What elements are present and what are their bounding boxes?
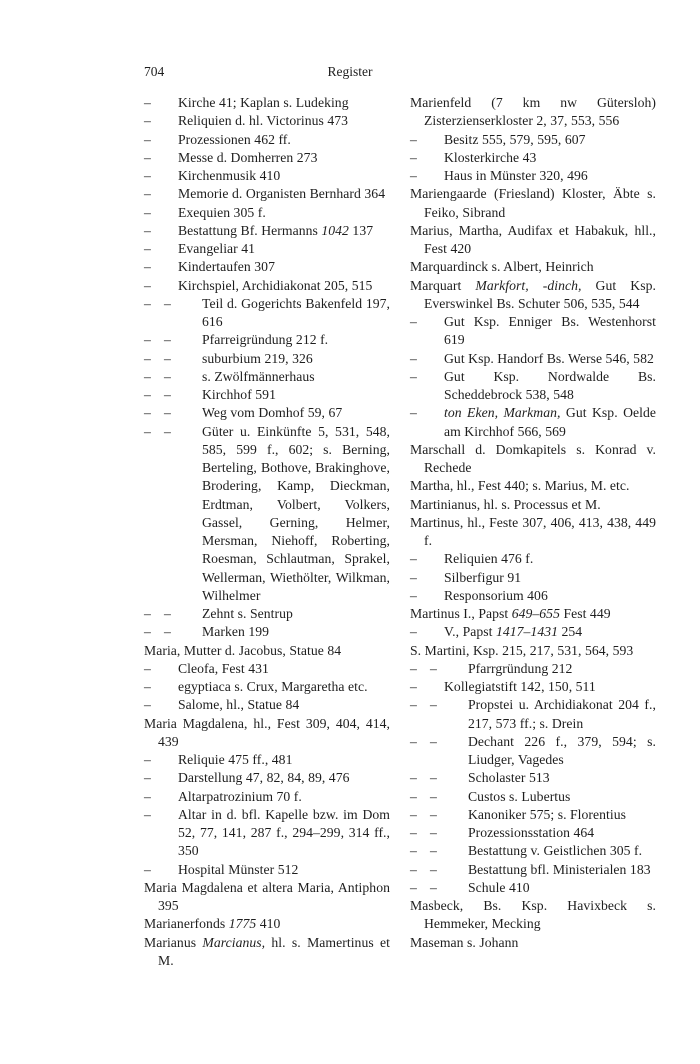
index-entry-text [144,751,390,769]
entry-text: Martha, hl., Fest 440; s. Marius, M. etc. [410,478,630,494]
repeat-dash [430,842,437,860]
index-entry [144,185,390,203]
index-entry-text [410,94,656,131]
index-entry-text [410,660,656,678]
index-entry [410,861,656,879]
repeat-dash [430,696,437,714]
index-entry [410,569,656,587]
repeat-dash [164,605,171,623]
index-entry-text [144,715,390,752]
repeat-dash [164,386,171,404]
entry-text: Martinus I., Papst [410,606,512,621]
entry-text: Marianerfonds [144,916,229,932]
index-entry-text [410,934,656,952]
index-entry-text [410,733,656,770]
index-entry [410,550,656,568]
entry-text: Evangeliar 41 [178,241,256,256]
entry-text: Marquardinck s. Albert, Heinrich [410,259,594,275]
index-entry-text [144,788,390,806]
index-entry-text [410,569,656,587]
entry-text: Kirche 41; Kaplan s. Ludeking [178,95,349,110]
index-entry [144,861,390,879]
entry-text: Darstellung 47, 82, 84, 89, 476 [178,770,350,786]
entry-text: Reliquie 475 ff., 481 [178,752,293,767]
index-entry [410,623,656,641]
repeat-dash [144,131,151,149]
repeat-dash [410,623,417,641]
entry-text: Altar in d. bfl. Kapelle bzw. im Dom 52, 77, 141, 287 f., 294–299, 314 ff., 350 [178,806,390,859]
index-entry [144,423,390,606]
entry-text-rest: 410 [256,916,281,932]
index-entry-text [144,222,390,240]
repeat-dash [164,350,171,368]
repeat-dash [144,277,151,295]
repeat-dash [410,587,417,605]
index-entry-text [410,769,656,787]
repeat-dash [164,423,171,441]
repeat-dash [144,788,151,806]
index-entry-text [410,185,656,222]
entry-italic-text: ton Eken, Markman, [444,405,561,421]
index-entry-text [410,441,656,478]
entry-text: Marken 199 [202,624,270,640]
index-entry-text [144,660,390,678]
entry-text: Pfarreigründung 212 f. [202,332,329,348]
entry-text: Silberfigur 91 [444,569,522,585]
repeat-dash [410,879,417,897]
index-entry-text [144,350,390,368]
page-header [0,64,700,84]
index-entry-text [144,769,390,787]
entry-text-rest: Gut Ksp. Everswinkel Bs. Schuter 506, 535, 544 [424,277,656,311]
repeat-dash [410,313,417,331]
index-entry [144,715,390,752]
entry-text: Cleofa, Fest 431 [178,660,269,676]
entry-italic-text: Marcianus, [202,934,266,950]
repeat-dash [410,569,417,587]
entry-text: Martinus, hl., Feste 307, 406, 413, 438, 449 f. [410,514,656,548]
index-entry-text [410,861,656,879]
index-entry-text [144,423,390,606]
index-entry [410,496,656,514]
index-entry-text [144,623,390,641]
index-entry [410,514,656,551]
entry-text-rest: Fest 449 [559,606,611,621]
entry-text: Hospital Münster 512 [178,861,299,877]
entry-text: Gut Ksp. Enniger Bs. Westenhorst 619 [444,314,656,348]
index-entry [144,94,390,112]
entry-text: Klosterkirche 43 [444,149,537,165]
entry-text: Reliquien 476 f. [444,551,534,567]
entry-text: Marianus [144,934,203,950]
index-entry [144,660,390,678]
index-column-left [144,94,390,970]
index-entry [410,131,656,149]
repeat-dash [144,404,151,422]
index-entry-text [144,204,390,222]
repeat-dash [410,696,417,714]
index-entry [410,222,656,259]
repeat-dash [430,788,437,806]
index-entry-text [144,642,390,660]
index-entry [410,258,656,276]
entry-text: Weg vom Domhof 59, 67 [202,405,343,421]
entry-text-rest: Gut Ksp. Oelde am Kirchhof 566, 569 [444,405,656,439]
repeat-dash [410,404,417,422]
entry-text: Custos s. Lubertus [468,788,571,804]
repeat-dash [430,733,437,751]
repeat-dash [410,806,417,824]
repeat-dash [410,678,417,696]
repeat-dash [430,806,437,824]
entry-text: Exequien 305 f. [178,204,266,220]
index-entry-text [410,131,656,149]
index-entry [410,769,656,787]
index-entry-text [410,149,656,167]
index-entry [410,806,656,824]
index-entry-text [144,112,390,130]
repeat-dash [430,861,437,879]
index-entry-text [410,696,656,733]
index-entry [144,258,390,276]
entry-text: suburbium 219, 326 [202,350,313,366]
repeat-dash [430,879,437,897]
repeat-dash [410,824,417,842]
entry-text: Prozessionsstation 464 [468,825,595,840]
entry-text: Salome, hl., Statue 84 [178,697,300,713]
entry-text: Marschall d. Domkapitels s. Konrad v. Rechede [410,441,656,475]
index-entry [144,769,390,787]
entry-text: Marquart [410,277,476,293]
entry-text: Messe d. Domherren 273 [178,149,318,165]
index-entry [144,788,390,806]
index-entry [144,696,390,714]
repeat-dash [164,331,171,349]
entry-text: Besitz 555, 579, 595, 607 [444,131,586,147]
entry-text: Haus in Münster 320, 496 [444,168,588,183]
index-entry [410,167,656,185]
index-entry-text [144,331,390,349]
index-entry-text [410,477,656,495]
index-column-right [410,94,656,952]
page-number: 704 [144,64,165,79]
index-entry-text [144,240,390,258]
index-entry [144,368,390,386]
repeat-dash [144,696,151,714]
index-entry [144,331,390,349]
index-entry [410,368,656,405]
index-entry [410,185,656,222]
repeat-dash [144,204,151,222]
repeat-dash [410,842,417,860]
entry-italic-text: 1417–1431 [495,624,559,640]
index-entry-text [144,404,390,422]
index-entry-text [144,696,390,714]
index-entry [410,696,656,733]
index-entry [144,295,390,332]
index-entry-text [410,277,656,314]
index-entry-text [144,131,390,149]
repeat-dash [144,423,151,441]
entry-text-rest: 137 [348,222,374,238]
repeat-dash [144,660,151,678]
entry-text: V., Papst [444,624,496,640]
repeat-dash [144,222,151,240]
index-entry [144,642,390,660]
entry-text: Maria, Mutter d. Jacobus, Statue 84 [144,642,342,658]
index-entry [410,149,656,167]
repeat-dash [430,769,437,787]
index-entry [144,678,390,696]
entry-text-rest: 254 [558,624,583,640]
entry-text: Bestattung v. Geistlichen 305 f. [468,843,643,859]
index-entry-text [144,386,390,404]
repeat-dash [410,368,417,386]
repeat-dash [410,861,417,879]
index-entry-text [410,587,656,605]
entry-text: s. Zwölfmännerhaus [202,368,315,384]
repeat-dash [164,623,171,641]
index-entry [410,660,656,678]
index-entry-text [410,824,656,842]
repeat-dash [410,350,417,368]
repeat-dash [144,386,151,404]
repeat-dash [144,94,151,112]
entry-text: Teil d. Gogerichts Bakenfeld 197, 616 [202,295,390,329]
repeat-dash [144,185,151,203]
index-entry [144,934,390,971]
index-entry-text [144,368,390,386]
index-entry-text [410,404,656,441]
entry-text: Marius, Martha, Audifax et Habakuk, hll., Fest 420 [410,222,656,256]
repeat-dash [144,806,151,824]
index-entry [410,605,656,623]
index-entry-text [144,295,390,332]
repeat-dash [164,295,171,313]
index-entry-text [410,258,656,276]
repeat-dash [410,769,417,787]
index-entry-text [410,313,656,350]
index-entry [410,842,656,860]
repeat-dash [144,368,151,386]
entry-text: Dechant 226 f., 379, 594; s. Liudger, Vagedes [468,733,656,767]
index-entry [144,240,390,258]
index-entry [410,897,656,934]
entry-text: Gut Ksp. Nordwalde Bs. Scheddebrock 538, 548 [444,368,656,402]
entry-text: Memorie d. Organisten Bernhard 364 [178,186,386,202]
index-entry-text [410,678,656,696]
index-entry-text [144,678,390,696]
index-entry-text [144,605,390,623]
index-entry [144,623,390,641]
index-entry-text [410,514,656,551]
index-entry [410,441,656,478]
repeat-dash [144,605,151,623]
repeat-dash [430,660,437,678]
repeat-dash [164,404,171,422]
repeat-dash [144,112,151,130]
index-entry [410,477,656,495]
entry-text: Mariengaarde (Friesland) Kloster, Äbte s. Feiko, Sibrand [410,186,656,220]
index-entry-text [144,185,390,203]
index-entry-text [144,915,390,933]
index-entry [144,149,390,167]
index-entry [410,277,656,314]
entry-text: Maseman s. Johann [410,934,519,950]
entry-italic-text: Markfort, -dinch, [475,277,582,293]
entry-text: Maria Magdalena, hl., Fest 309, 404, 414, 439 [144,715,390,749]
index-entry [410,404,656,441]
index-entry [144,751,390,769]
index-entry [144,404,390,422]
repeat-dash [410,733,417,751]
entry-text: Prozessionen 462 ff. [178,131,291,147]
index-entry [410,587,656,605]
index-entry [144,915,390,933]
index-entry [410,733,656,770]
repeat-dash [144,240,151,258]
index-entry-text [410,623,656,641]
entry-text: Responsorium 406 [444,587,548,603]
index-entry-text [410,897,656,934]
repeat-dash [144,149,151,167]
index-entry-text [410,788,656,806]
entry-text: Martinianus, hl. s. Processus et M. [410,496,601,512]
entry-text: Schule 410 [468,879,530,895]
index-entry-text [144,258,390,276]
index-entry [144,204,390,222]
index-entry-text [410,842,656,860]
index-entry [144,350,390,368]
repeat-dash [144,167,151,185]
entry-italic-text: 1042 [321,222,349,238]
repeat-dash [410,149,417,167]
repeat-dash [144,295,151,313]
repeat-dash [410,788,417,806]
entry-text: Propstei u. Archidiakonat 204 f., 217, 573 ff.; s. Drein [468,697,656,731]
entry-text: Reliquien d. hl. Victorinus 473 [178,113,349,129]
repeat-dash [164,368,171,386]
repeat-dash [144,769,151,787]
running-title: Register [327,64,373,79]
index-entry [410,788,656,806]
index-entry [144,222,390,240]
index-entry [144,806,390,861]
repeat-dash [410,131,417,149]
index-entry [144,277,390,295]
entry-text: Kirchhof 591 [202,387,276,402]
entry-text: Kirchspiel, Archidiakonat 205, 515 [178,277,373,293]
entry-text: Gut Ksp. Handorf Bs. Werse 546, 582 [444,350,654,366]
index-entry-text [410,496,656,514]
index-entry [410,879,656,897]
index-entry-text [144,149,390,167]
entry-text: Marienfeld (7 km nw Gütersloh) Zisterzienserkloster 2, 37, 553, 556 [410,95,656,129]
entry-italic-text: 649–655 [511,606,560,621]
entry-text: Güter u. Einkünfte 5, 531, 548, 585, 599 f., 602; s. Berning, Berteling, Bothove, Brakinghove, Brodering, Kamp, Dieckman, Erdtman, Volbert, Volkers, Gassel, Gerning, Helmer, Mersman, Niehoff, Roberting, Roesman, Schlautman, Sprakel, Wellerman, Wiethölter, Wilkman, Wilhelmer [202,423,390,603]
index-entry-text [410,368,656,405]
index-entry-text [144,94,390,112]
index-entry [410,824,656,842]
index-entry [410,350,656,368]
repeat-dash [144,331,151,349]
entry-text: Scholaster 513 [468,770,550,786]
index-entry-text [144,879,390,916]
repeat-dash [144,258,151,276]
index-entry-text [410,222,656,259]
repeat-dash [144,861,151,879]
entry-italic-text: 1775 [228,916,257,932]
entry-text: Pfarrgründung 212 [468,660,573,676]
index-entry-text [410,550,656,568]
index-entry [410,94,656,131]
index-entry [144,879,390,916]
index-entry-text [144,934,390,971]
entry-text: Maria Magdalena et altera Maria, Antiphon 395 [144,879,390,913]
entry-text: Zehnt s. Sentrup [202,606,293,621]
index-entry-text [410,605,656,623]
repeat-dash [144,350,151,368]
index-entry-text [144,861,390,879]
entry-text: Kirchenmusik 410 [178,168,281,183]
index-entry-text [144,277,390,295]
index-entry-text [410,167,656,185]
index-entry [410,678,656,696]
entry-text: egyptiaca s. Crux, Margaretha etc. [178,679,368,694]
index-entry [410,313,656,350]
repeat-dash [410,660,417,678]
index-entry [144,112,390,130]
repeat-dash [410,167,417,185]
entry-text: Kindertaufen 307 [178,259,275,275]
repeat-dash [410,550,417,568]
entry-text: Bestattung bfl. Ministerialen 183 [468,861,651,877]
entry-text: S. Martini, Ksp. 215, 217, 531, 564, 593 [410,642,634,658]
index-entry-text [410,879,656,897]
index-entry-text [410,642,656,660]
index-entry [144,605,390,623]
index-entry [144,386,390,404]
index-entry [144,167,390,185]
index-entry-text [144,806,390,861]
entry-text: Bestattung Bf. Hermanns [178,222,322,238]
repeat-dash [430,824,437,842]
entry-text-rest: hl. s. Mamertinus et M. [158,934,390,968]
index-entry-text [410,350,656,368]
entry-text: Kanoniker 575; s. Florentius [468,806,627,822]
index-entry [144,131,390,149]
index-entry [410,642,656,660]
entry-text: Kollegiatstift 142, 150, 511 [444,679,596,694]
repeat-dash [144,623,151,641]
index-entry-text [144,167,390,185]
repeat-dash [144,678,151,696]
index-entry-text [410,806,656,824]
entry-text: Altarpatrozinium 70 f. [178,788,302,804]
entry-text: Masbeck, Bs. Ksp. Havixbeck s. Hemmeker, Mecking [410,898,656,932]
repeat-dash [144,751,151,769]
index-entry [410,934,656,952]
